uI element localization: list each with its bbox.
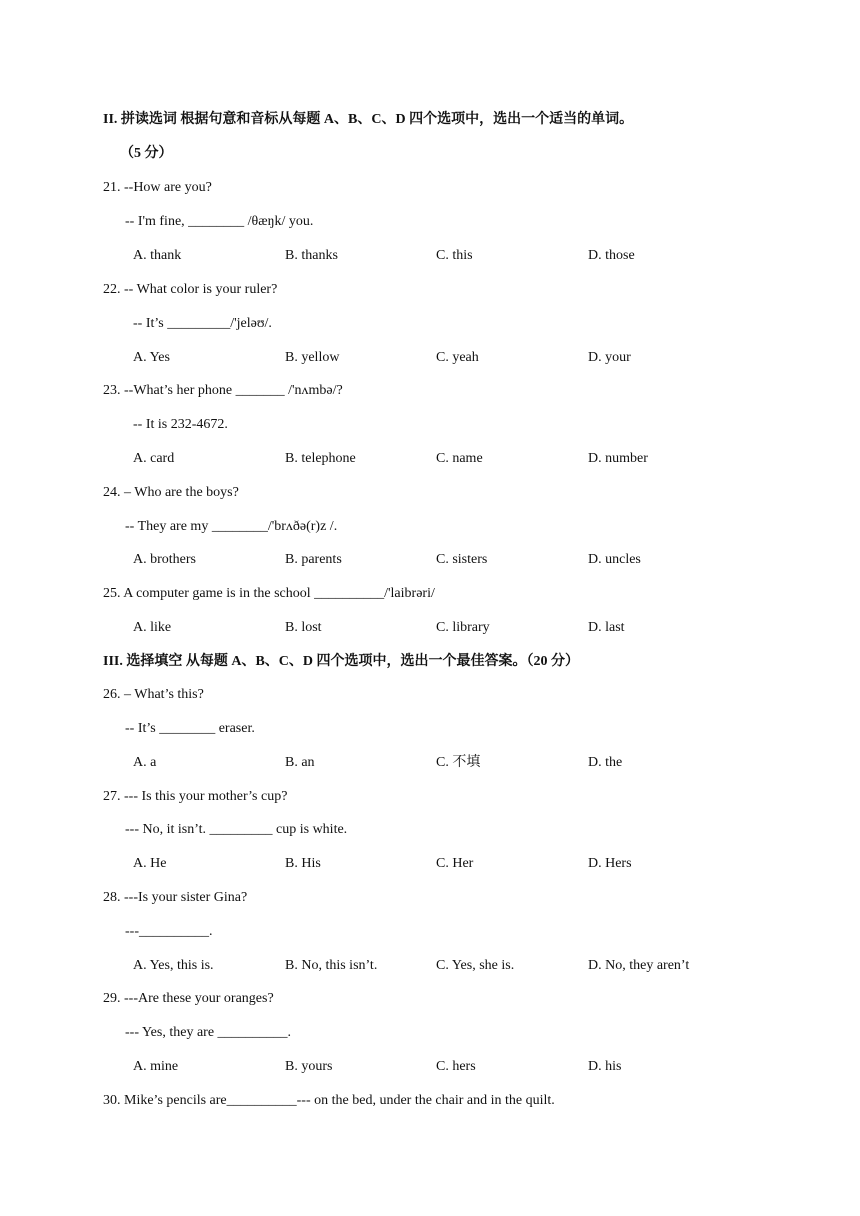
option-25-b: B. lost [285,620,322,635]
option-21-a: A. thank [133,248,182,263]
option-22-a: A. Yes [133,350,170,365]
question-21-response: -- I'm fine, ________ /θæŋk/ you. [125,214,314,229]
question-24: 24. – Who are the boys? [103,485,239,500]
question-29-response: --- Yes, they are __________. [125,1025,292,1040]
question-22: 22. -- What color is your ruler? [103,282,278,297]
question-25: 25. A computer game is in the school __________/'laibrəri/ [103,586,435,601]
question-26-response: -- It’s ________ eraser. [125,721,255,736]
option-27-a: A. He [133,856,167,871]
question-28: 28. ---Is your sister Gina? [103,890,248,905]
option-22-b: B. yellow [285,350,340,365]
option-27-b: B. His [285,856,321,871]
section-ii-heading: II. 拼读选词 根据句意和音标从每题 A、B、C、D 四个选项中，选出一个适当的单词。 [103,112,634,127]
option-25-a: A. like [133,620,172,635]
question-24-response: -- They are my ________/'brʌðə(r)z /. [125,519,338,534]
question-27: 27. --- Is this your mother’s cup? [103,789,288,804]
question-23: 23. --What’s her phone _______ /'nʌmbə/? [103,383,343,398]
option-21-c: C. this [436,248,473,263]
option-24-a: A. brothers [133,552,196,567]
question-21: 21. --How are you? [103,180,212,195]
option-25-c: C. library [436,620,490,635]
option-29-a: A. mine [133,1059,179,1074]
option-28-b: B. No, this isn’t. [285,958,378,973]
question-22-response: -- It’s _________/'jeləʊ/. [133,316,272,331]
section-iii-heading: III. 选择填空 从每题 A、B、C、D 四个选项中，选出一个最佳答案。（20 分） [103,654,580,669]
question-23-response: -- It is 232-4672. [133,417,228,432]
option-24-c: C. sisters [436,552,488,567]
option-24-b: B. parents [285,552,342,567]
option-26-c: C. 不填 [436,755,481,770]
option-27-c: C. Her [436,856,474,871]
question-28-response: ---__________. [125,924,213,939]
option-28-c: C. Yes, she is. [436,958,515,973]
question-27-response: --- No, it isn’t. _________ cup is white. [125,822,348,837]
option-29-d: D. his [588,1059,622,1074]
option-23-a: A. card [133,451,175,466]
option-28-d: D. No, they aren’t [588,958,690,973]
option-26-b: B. an [285,755,315,770]
section-ii-score: （5 分） [120,146,173,161]
option-23-c: C. name [436,451,483,466]
question-29: 29. ---Are these your oranges? [103,991,274,1006]
option-26-a: A. a [133,755,157,770]
question-30: 30. Mike’s pencils are__________--- on the bed, under the chair and in the quilt. [103,1093,555,1108]
option-22-d: D. your [588,350,631,365]
option-29-c: C. hers [436,1059,476,1074]
option-24-d: D. uncles [588,552,641,567]
option-28-a: A. Yes, this is. [133,958,214,973]
option-23-d: D. number [588,451,648,466]
option-25-d: D. last [588,620,625,635]
question-26: 26. – What’s this? [103,687,204,702]
option-29-b: B. yours [285,1059,333,1074]
option-23-b: B. telephone [285,451,356,466]
option-26-d: D. the [588,755,623,770]
option-27-d: D. Hers [588,856,632,871]
option-22-c: C. yeah [436,350,479,365]
option-21-d: D. those [588,248,635,263]
option-21-b: B. thanks [285,248,338,263]
